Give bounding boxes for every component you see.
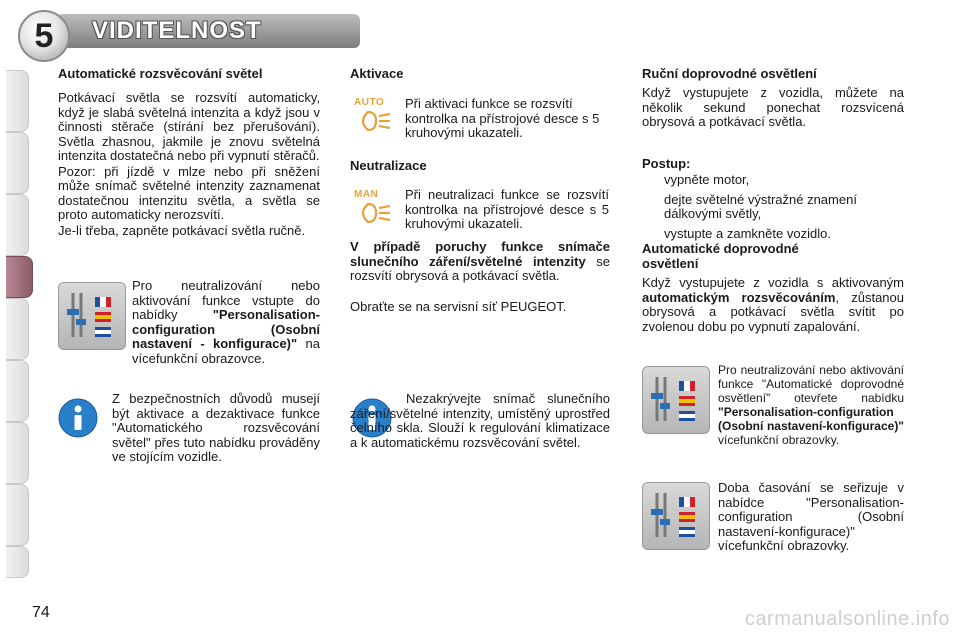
step-text: dejte světelné výstražné znamení dálkovými světly, bbox=[664, 191, 857, 221]
side-tab-7[interactable] bbox=[6, 422, 29, 484]
heading-neutralization: Neutralizace bbox=[350, 158, 427, 173]
auto-text-bold: automatickým rozsvěcováním bbox=[642, 289, 836, 305]
side-tab-6[interactable] bbox=[6, 360, 29, 422]
note1-text-c: na vícefunkční obrazovce. bbox=[132, 336, 320, 366]
side-tab-5[interactable] bbox=[6, 298, 29, 360]
side-tab-1[interactable] bbox=[6, 70, 29, 132]
step-item bbox=[642, 173, 904, 188]
auto-text-b: , zůstanou obrysová a potkávací světla svítit po zvolenou dobu po vypnutí zapalování. bbox=[642, 289, 904, 334]
step-text: vystupte a zamkněte vozidlo. bbox=[664, 225, 831, 241]
para-auto-lighting: Potkávací světla se rozsvítí automaticky, když je slabá světelná intenzita a když jsou v činnosti stěrače (stírání bez přerušování). Světla zhasnou, jakmile je znovu světelná intenzita dostatečná nebo při vypnutí stěračů. bbox=[58, 90, 320, 163]
menu-settings-icon bbox=[642, 366, 710, 434]
note-timing: Doba časování se seřizuje v nabídce "Personalisation-configuration (Osobní nastavení-konfigurace)" vícefunkční obrazovky. bbox=[718, 480, 904, 553]
column-1 bbox=[58, 66, 320, 238]
info-icon bbox=[58, 398, 98, 438]
heading-auto-lighting: Automatické rozsvěcování světel bbox=[58, 66, 263, 81]
man-headlamp-icon bbox=[354, 189, 394, 231]
procedure-block bbox=[642, 156, 904, 241]
auto-label: AUTO bbox=[354, 97, 385, 108]
note2-text-a: Pro neutralizování nebo aktivování funkce "Automatické doprovodné osvětlení" otevřete nabídku bbox=[718, 363, 904, 405]
watermark: carmanualsonline.info bbox=[744, 608, 950, 630]
note2-menu-name: "Personalisation-configuration (Osobní nastavení-konfigurace)" bbox=[718, 405, 904, 433]
note1-menu-name: "Personalisation-configuration (Osobní nastavení - konfigurace)" bbox=[132, 307, 320, 351]
fault-paragraph bbox=[350, 240, 610, 284]
side-tab-3[interactable] bbox=[6, 194, 29, 256]
heading-activation: Aktivace bbox=[350, 66, 404, 81]
activation-text: Při aktivaci funkce se rozsvítí kontrolka na přístrojové desce s 5 kruhovými ukazateli. bbox=[405, 96, 600, 140]
note2-text-c: vícefunkční obrazovky. bbox=[718, 433, 840, 447]
service-text: Obraťte se na servisní síť PEUGEOT. bbox=[350, 299, 567, 314]
step-text: vypněte motor, bbox=[664, 172, 750, 187]
neutralization-text: Při neutralizaci funkce se rozsvítí kontrolka na přístrojové desce s 5 kruhovými ukazateli. bbox=[405, 187, 609, 231]
side-tab-2[interactable] bbox=[6, 132, 29, 194]
man-label: MAN bbox=[354, 189, 379, 200]
side-tab-9[interactable] bbox=[6, 546, 29, 578]
info-safety-text: Z bezpečnostních důvodů musejí být aktivace a dezaktivace funkce "Automatického rozsvěcování světel" přes tuto nabídku prováděny ve stojícím vozidle. bbox=[112, 391, 320, 464]
note-personalisation-2 bbox=[718, 363, 904, 447]
page-title: VIDITELNOST bbox=[92, 17, 262, 44]
para-fog-warning: Pozor: při jízdě v mlze nebo při sněžení může snímač světelné intenzity zaznamenat dostatečnou intenzitu světla, a světla se proto automaticky nerozsvítí. bbox=[58, 163, 320, 222]
para-manual-on: Je-li třeba, zapněte potkávací světla ručně. bbox=[58, 222, 306, 238]
step-item bbox=[642, 193, 904, 222]
menu-settings-icon bbox=[58, 282, 126, 350]
note-personalisation-1 bbox=[132, 279, 320, 366]
auto-text-a: Když vystupujete z vozidla s aktivovaným bbox=[642, 275, 904, 290]
heading-auto-follow-me: Automatické doprovodné osvětlení bbox=[642, 241, 799, 271]
heading-procedure: Postup: bbox=[642, 156, 691, 171]
menu-settings-icon bbox=[642, 482, 710, 550]
side-tab-active[interactable] bbox=[6, 256, 33, 298]
bullet-icon bbox=[642, 227, 664, 242]
info-sensor-text: Nezakrývejte snímač slunečního záření/světelné intenzity, umístěný uprostřed čelního skla. Slouží k regulování klimatizace a k automatickému rozsvěcování světel. bbox=[350, 391, 610, 450]
manual-follow-me-text: Když vystupujete z vozidla, můžete na několik sekund ponechat rozsvícená obrysová a potkávací světla. bbox=[642, 85, 904, 129]
auto-follow-me-text bbox=[642, 276, 904, 334]
bullet-icon bbox=[642, 193, 664, 222]
heading-manual-follow-me: Ruční doprovodné osvětlení bbox=[642, 66, 817, 81]
side-tab-8[interactable] bbox=[6, 484, 29, 546]
bullet-icon bbox=[642, 173, 664, 188]
chapter-number: 5 bbox=[18, 10, 70, 62]
auto-headlamp-icon bbox=[354, 97, 394, 139]
fault-bold: V případě poruchy funkce snímače slunečního záření/světelné intenzity bbox=[350, 239, 610, 269]
step-item bbox=[642, 227, 904, 242]
fault-rest: se rozsvítí obrysová a potkávací světla. bbox=[350, 253, 610, 283]
note1-text-a: Pro neutralizování nebo aktivování funkce vstupte do nabídky bbox=[132, 278, 320, 322]
page-number: 74 bbox=[32, 604, 50, 621]
